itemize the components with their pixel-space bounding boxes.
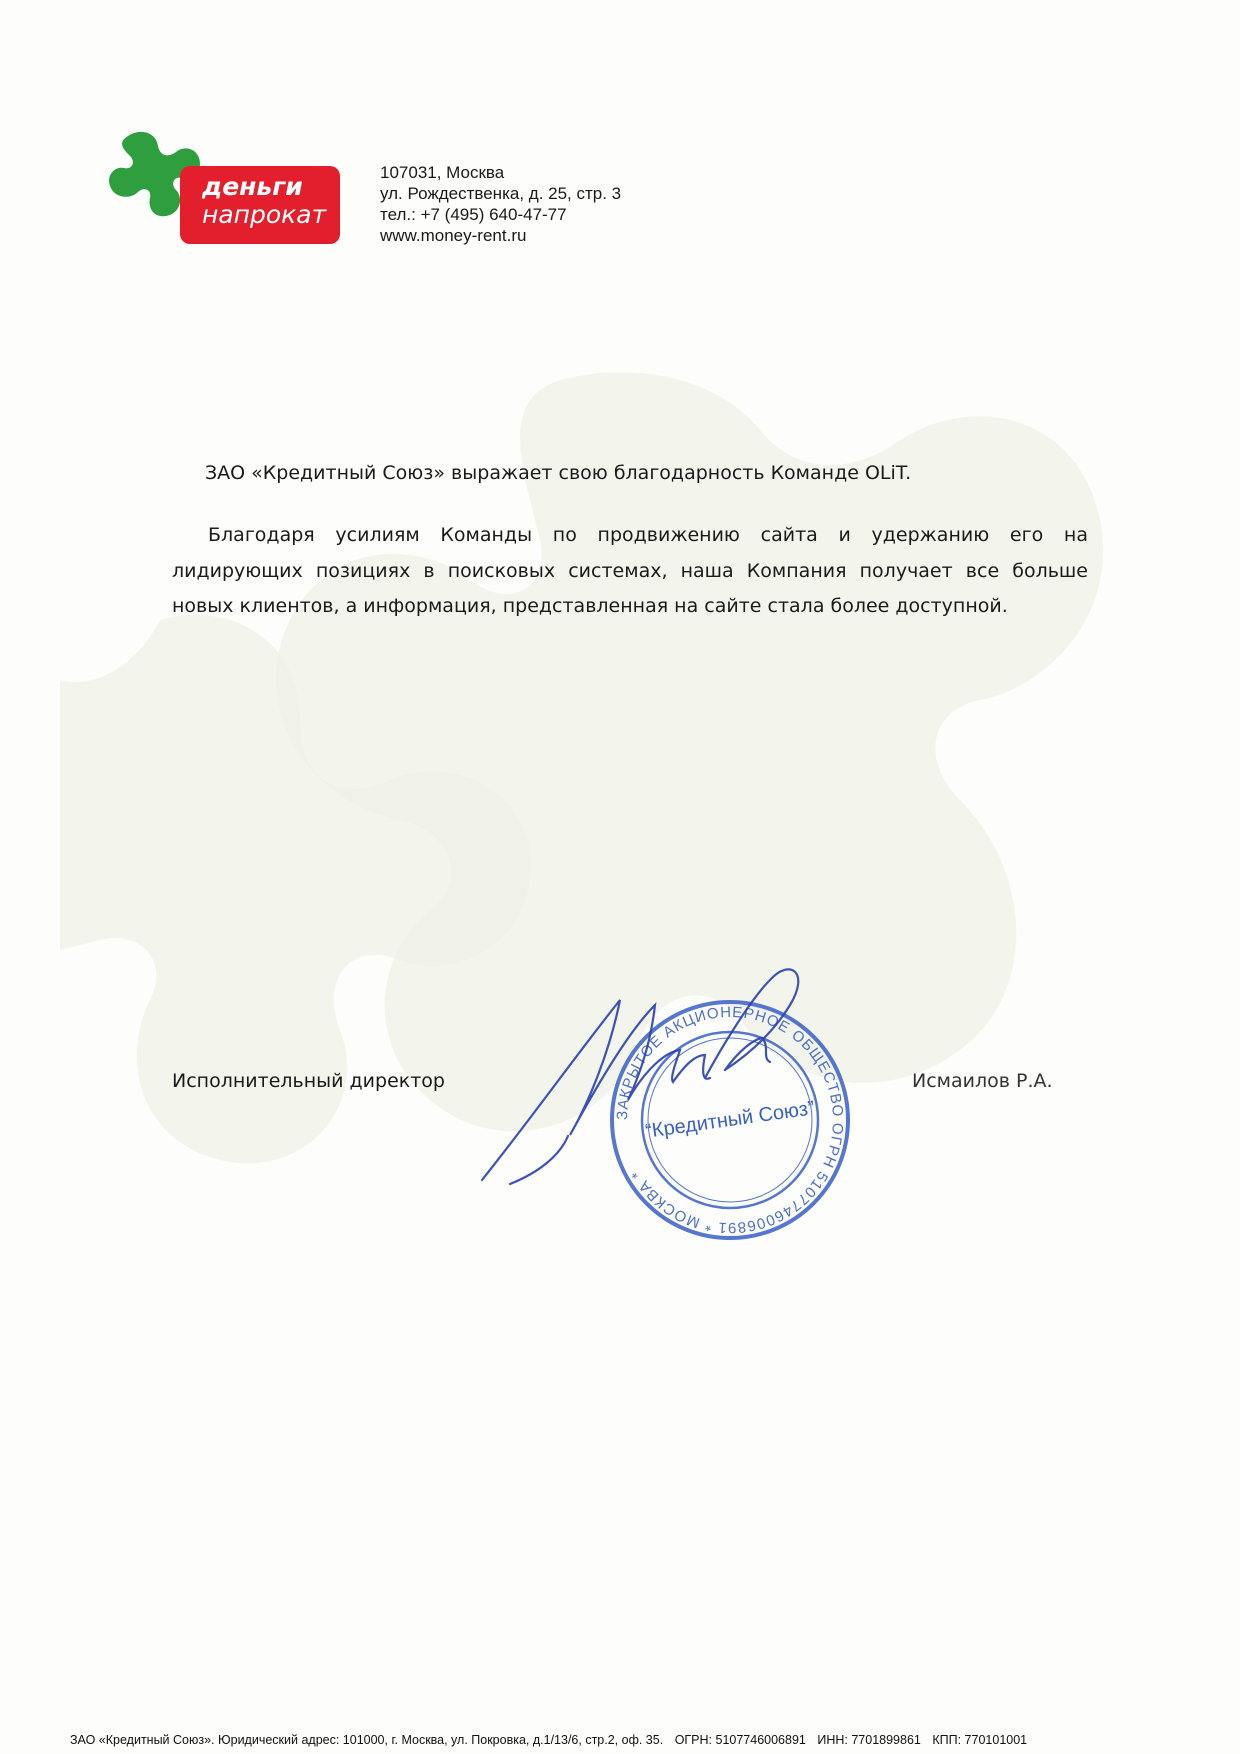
logo-line-2: напрокат xyxy=(202,200,327,229)
address-street: ул. Рождественка, д. 25, стр. 3 xyxy=(380,184,622,203)
footer-legal-address: ЗАО «Кредитный Союз». Юридический адрес: 101000, г. Москва, ул. Покровка, д.1/13/6, стр.2, оф. 35. xyxy=(70,1733,664,1747)
logo-wordmark xyxy=(180,166,340,244)
legal-footer xyxy=(70,1733,1035,1747)
footer-inn: ИНН: 7701899861 xyxy=(817,1733,921,1747)
header-address xyxy=(380,162,621,246)
signatory-name: Исмаилов Р.А. xyxy=(912,1070,1053,1092)
signatory-title: Исполнительный директор xyxy=(172,1070,445,1092)
footer-kpp: КПП: 770101001 xyxy=(932,1733,1028,1747)
company-stamp-and-signature xyxy=(470,960,860,1250)
stamp-center-text: “Кредитный Союз” xyxy=(643,1097,817,1143)
address-website: www.money-rent.ru xyxy=(380,226,527,245)
letter-paragraph-1: ЗАО «Кредитный Союз» выражает свою благодарность Команде OLiT. xyxy=(205,462,912,484)
letter-paragraph-2: Благодаря усилиям Команды по продвижению сайта и удержанию его на лидирующих позициях в поисковых системах, наша Компания получает все больше новых клиентов, а информация, представленная на сайте стала более доступной. xyxy=(172,524,1088,617)
logo-line-1: деньги xyxy=(202,172,303,201)
stamp-ring-text: ЗАКРЫТОЕ АКЦИОНЕРНОЕ ОБЩЕСТВО ОГРН 5107746006891 * МОСКВА * xyxy=(613,1003,847,1237)
footer-ogrn: ОГРН: 5107746006891 xyxy=(674,1733,806,1747)
address-phone: тел.: +7 (495) 640-47-77 xyxy=(380,205,567,224)
address-postcode-city: 107031, Москва xyxy=(380,163,505,182)
